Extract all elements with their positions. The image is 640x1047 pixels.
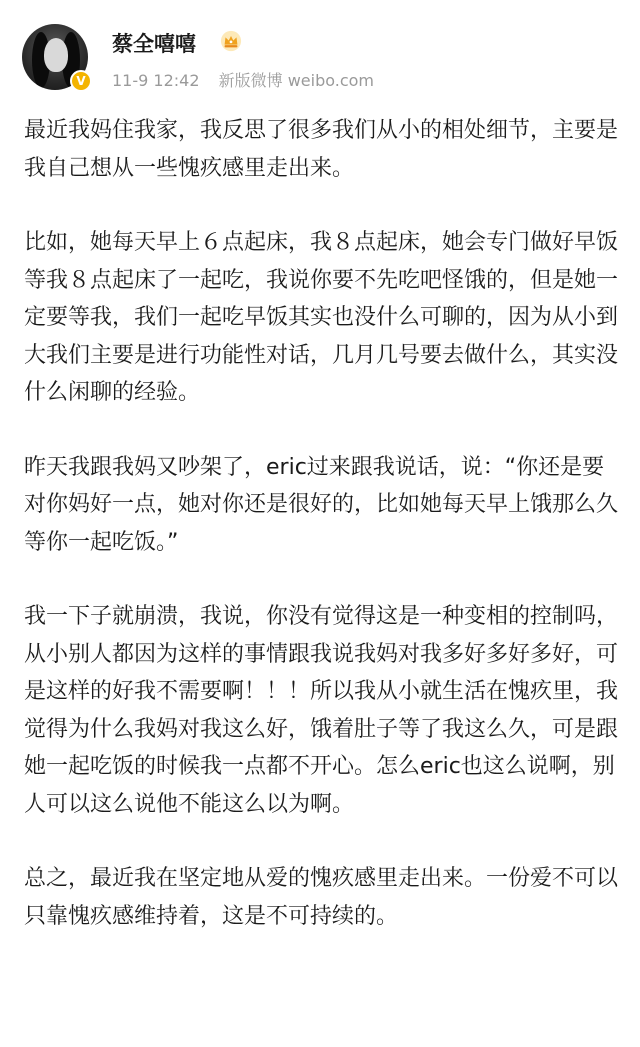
post-paragraph: 最近我妈住我家，我反思了很多我们从小的相处细节，主要是我自己想从一些愧疚感里走出来。 — [24, 118, 619, 181]
avatar-face — [44, 38, 68, 72]
crown-icon — [220, 30, 242, 52]
post-header — [0, 0, 640, 110]
post-time: 11-9 12:42 — [112, 71, 200, 90]
verified-badge-icon: V — [70, 70, 92, 92]
post-source[interactable]: 新版微博 weibo.com — [218, 71, 374, 90]
author-name[interactable]: 蔡全嘻嘻 — [112, 32, 196, 56]
post-body — [24, 112, 624, 972]
post-paragraph: 总之，最近我在坚定地从爱的愧疚感里走出来。一份爱不可以只靠愧疚感维持着，这是不可持续的。 — [24, 866, 619, 929]
post-paragraph: 比如，她每天早上６点起床，我８点起床，她会专门做好早饭等我８点起床了一起吃，我说你要不先吃吧怪饿的，但是她一定要等我，我们一起吃早饭其实也没什么可聊的，因为从小到大我们主要是进行功能性对话，几月几号要去做什么，其实没什么闲聊的经验。 — [24, 230, 619, 405]
post-paragraph: 昨天我跟我妈又吵架了，eric过来跟我说话，说：“你还是要对你妈好一点，她对你还是很好的，比如她每天早上饿那么久等你一起吃饭。” — [24, 454, 619, 555]
post-paragraph: 我一下子就崩溃，我说，你没有觉得这是一种变相的控制吗，从小别人都因为这样的事情跟我说我妈对我多好多好多好，可是这样的好我不需要啊！！！所以我从小就生活在愧疚里，我觉得为什么我妈对我这么好，饿着肚子等了我这么久，可是跟她一起吃饭的时候我一点都不开心。怎么eric也这么说啊，别人可以这么说他不能这么以为啊。 — [24, 604, 619, 817]
post-meta — [112, 68, 388, 91]
